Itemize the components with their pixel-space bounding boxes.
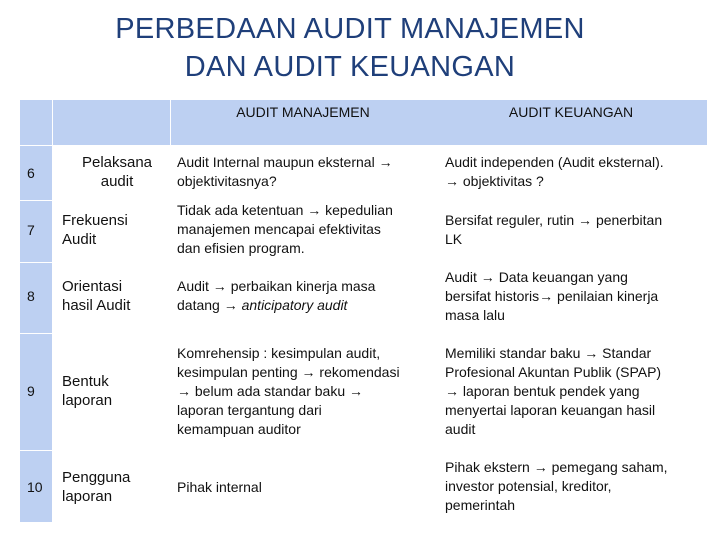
row-number: 6 — [27, 165, 35, 181]
column-divider — [52, 100, 53, 522]
row-divider — [20, 145, 707, 146]
row-number: 7 — [27, 222, 35, 238]
page-title-line-2: DAN AUDIT KEUANGAN — [184, 51, 516, 83]
row-financial-cell: Bersifat reguler, rutin → penerbitan LK — [445, 212, 663, 247]
header-audit-keuangan: AUDIT KEUANGAN — [508, 104, 634, 120]
header-audit-manajemen: AUDIT MANAJEMEN — [236, 104, 370, 120]
row-financial-cell: Pihak ekstern → pemegang saham, investor potensial, kreditor, pemerintah — [445, 459, 668, 513]
row-financial-cell: Memiliki standar baku → Standar Profesional Akuntan Publik (SPAP) → laporan bentuk pendek yang menyertai laporan keuangan hasil audit — [445, 345, 662, 437]
row-management-cell — [177, 277, 439, 315]
row-number-column-band — [20, 100, 52, 522]
row-divider — [20, 262, 707, 263]
row-aspect: Bentuk laporan — [62, 373, 113, 409]
row-management-cell: Tidak ada ketentuan → kepedulian manajemen mencapai efektivitas dan efisien program. — [177, 202, 393, 256]
page-title-line-1: PERBEDAAN AUDIT MANAJEMEN — [115, 13, 585, 45]
row-aspect: Pelaksana audit — [81, 154, 153, 190]
row-number: 9 — [27, 383, 35, 399]
anticipatory-audit-term: anticipatory audit — [241, 297, 348, 313]
management-text: Audit → perbaikan kinerja masa datang → — [177, 278, 376, 313]
row-divider — [20, 450, 707, 451]
row-divider — [20, 333, 707, 334]
row-number: 8 — [27, 288, 35, 304]
row-management-cell: Pihak internal — [177, 479, 262, 495]
row-number: 10 — [27, 479, 43, 495]
row-aspect: Frekuensi Audit — [62, 212, 128, 248]
row-aspect: Pengguna laporan — [62, 469, 131, 505]
row-financial-cell: Audit independen (Audit eksternal). → objektivitas ? — [445, 154, 664, 189]
row-management-cell: Komrehensip : kesimpulan audit, kesimpulan penting → rekomendasi → belum ada standar baku → laporan tergantung dari kemampuan auditor — [177, 345, 400, 437]
page-title — [0, 10, 700, 86]
row-financial-cell: Audit → Data keuangan yang bersifat historis→ penilaian kinerja masa lalu — [445, 269, 659, 323]
row-management-cell: Audit Internal maupun eksternal → objektivitasnya? — [177, 154, 393, 189]
row-aspect: Orientasi hasil Audit — [62, 278, 131, 314]
